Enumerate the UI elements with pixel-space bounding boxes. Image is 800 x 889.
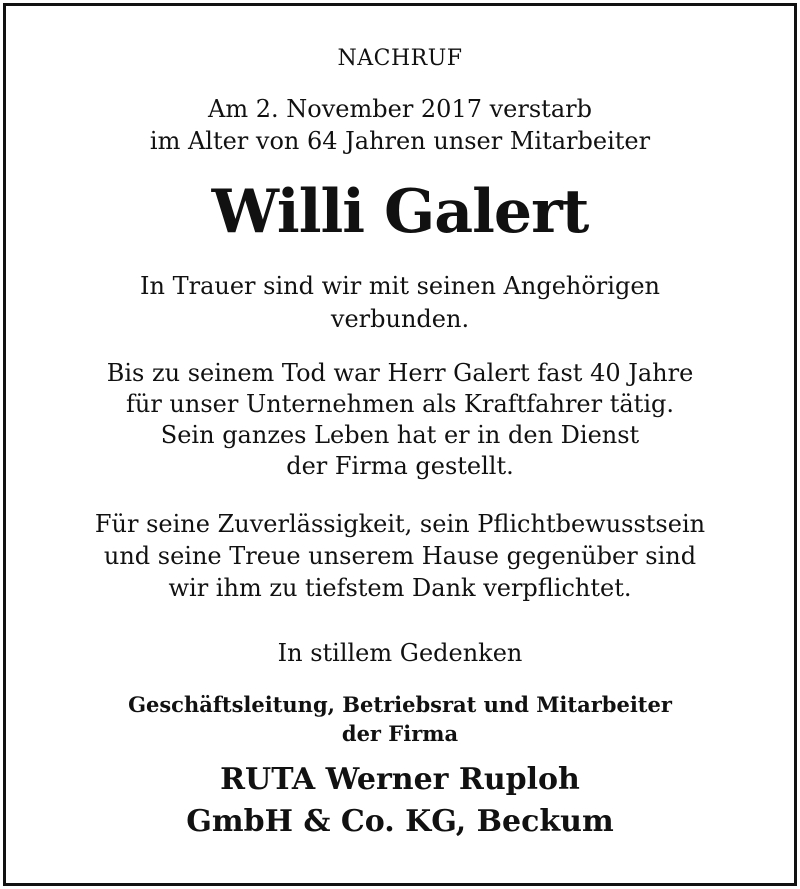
paragraph-career <box>0 358 800 482</box>
paragraph-line: verbunden. <box>330 305 470 333</box>
paragraph-line: der Firma gestellt. <box>286 452 514 480</box>
paragraph-line: für unser Unternehmen als Kraftfahrer tätig. <box>125 390 674 418</box>
intro-line: im Alter von 64 Jahren unser Mitarbeiter <box>149 127 651 155</box>
paragraph-line: Für seine Zuverlässigkeit, sein Pflichtbewusstsein <box>94 510 706 538</box>
intro-line: Am 2. November 2017 verstarb <box>208 95 592 123</box>
notice-heading: NACHRUF <box>337 46 463 71</box>
paragraph-line: wir ihm zu tiefstem Dank verpflichtet. <box>168 574 632 602</box>
paragraph-line: Bis zu seinem Tod war Herr Galert fast 40 Jahre <box>106 359 694 387</box>
paragraph-line: Sein ganzes Leben hat er in den Dienst <box>160 421 640 449</box>
paragraph-line: und seine Treue unserem Hause gegenüber sind <box>103 542 697 570</box>
signers-line: der Firma <box>341 721 459 746</box>
company-line: GmbH & Co. KG, Beckum <box>186 804 614 839</box>
signers-line: Geschäftsleitung, Betriebsrat und Mitarbeiter <box>128 692 672 717</box>
paragraph-condolence <box>0 270 800 336</box>
paragraph-gratitude <box>0 508 800 604</box>
company-name <box>0 759 800 843</box>
company-line: RUTA Werner Ruploh <box>220 762 580 797</box>
signers <box>0 690 800 748</box>
intro-text <box>0 93 800 157</box>
paragraph-line: In Trauer sind wir mit seinen Angehörigen <box>140 272 660 300</box>
closing-phrase: In stillem Gedenken <box>277 639 523 667</box>
deceased-name: Willi Galert <box>211 177 589 247</box>
